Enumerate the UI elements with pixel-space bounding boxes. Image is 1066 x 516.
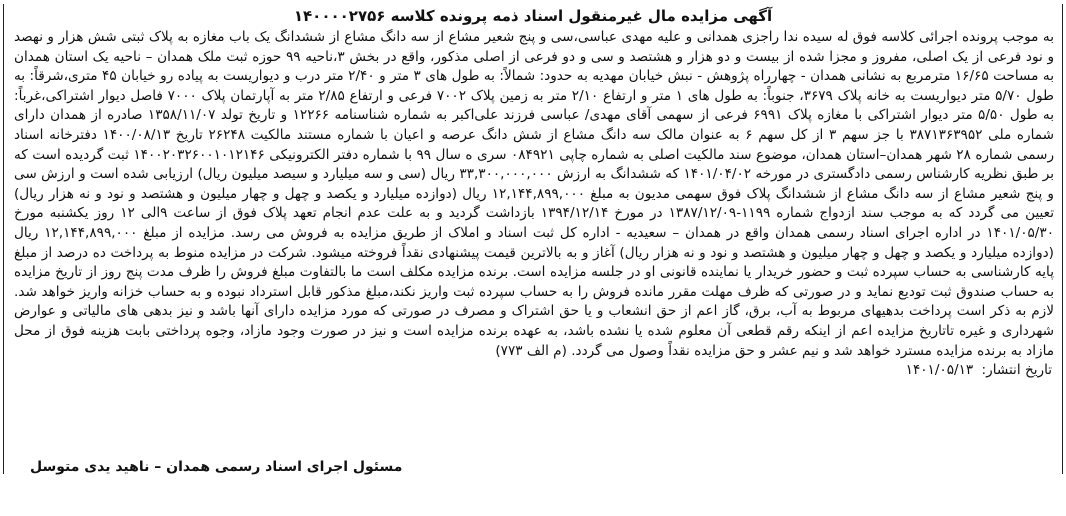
publish-date-label: تاریخ انتشار: bbox=[981, 362, 1052, 379]
auction-notice bbox=[8, 6, 1058, 380]
signature: مسئول اجرای اسناد رسمی همدان – ناهید یدی متوسل bbox=[30, 459, 403, 475]
notice-title: آگهی مزایده مال غیرمنقول اسناد ذمه پرونده کلاسه ۱۴۰۰۰۰۲۷۵۶ bbox=[293, 7, 773, 25]
notice-body: به موجب پرونده اجرائی کلاسه فوق له سیده ندا راجزی همدانی و علیه مهدی عباسی،سی و پنج شعیر مشاع از سه دانگ مشاع از ششدانگ یک باب مغازه به پلاک ثبتی شش هزار و نهصد و نود فرعی از یک اصلی، مفروز و مجزا شده از بیست و دو هزار و هشتصد و سی و دو فرعی از اصلی مذکور، واقع در بخش ۳،ناحیه ۹۹ حوزه ثبت ملک همدان – ناحیه یک استان همدان به مساحت ۱۶/۶۵ مترمربع به نشانی همدان - چهارراه پژوهش - نبش خیابان مهدیه به حدود: شمالاً: به طول های ۳ متر و ۲/۴۰ متر درب و دیواریست به پیاده رو خیابان ۴۵ متری،شرقاً: به طول ۵/۷۰ متر دیواریست به خانه پلاک ۳۶۷۹، جنوباً: به طول های ۱ متر و ارتفاع ۲/۱۰ متر به زمین پلاک ۷۰۰۲ فرعی و ارتفاع ۲/۸۵ متر به آپارتمان پلاک ۷۰۰۰ فاصل دیوار اشتراکی،غرباً: به طول ۵/۵۰ متر دیوار اشتراکی با مغازه پلاک ۶۹۹۱ فرعی از سهمی آقای مهدی/ عباسی فرزند علی‌اکبر به شماره شناسنامه ۱۲۲۶۶ و تاریخ تولد ۱۳۵۸/۱۱/۰۷ صادره از همدان دارای شماره ملی ۳۸۷۱۳۶۳۹۵۲ با جز سهم ۳ از کل سهم ۶ به عنوان مالک سه دانگ مشاع از شش دانگ عرصه و اعیان با شماره مستند مالکیت ۲۶۲۴۸ تاریخ ۱۴۰۰/۰۸/۱۳ دفترخانه اسناد رسمی شماره ۲۸ شهر همدان–استان همدان، موضوع سند مالکیت اصلی به شماره چاپی ۰۸۴۹۲۱ سری ه سال ۹۹ با شماره دفتر الکترونیکی ۱۴۰۰۲۰۳۲۶۰۰۱۰۱۲۱۴۶ ثبت گردیده است که بر طبق نظریه کارشناس رسمی دادگستری در مورخه ۱۴۰۱/۰۴/۰۲ که ششدانگ به ارزش ۳۳,۳۰۰,۰۰۰,۰۰۰ ریال (سی و سه میلیارد و سیصد میلیون ریال) ارزیابی شده است و ارزش سی و پنج شعیر مشاع از سه دانگ مشاع از ششدانگ پلاک فوق سهمی مدیون به مبلغ ۱۲,۱۴۴,۸۹۹,۰۰۰ ریال (دوازده میلیارد و یکصد و چهل و چهار میلیون و هشتصد و نود و نه هزار ریال) تعیین می گردد که به موجب سند ازدواج شماره ۱۱۹۹-۱۳۸۷/۱۲/۰۹ در مورخ ۱۳۹۴/۱۲/۱۴ بازداشت گردید و به علت عدم انجام تعهد پلاک فوق از ساعت ۹الی ۱۲ روز یکشنبه مورخ ۱۴۰۱/۰۵/۳۰ در اداره اجرای اسناد رسمی همدان واقع در همدان – سعیدیه - اداره کل ثبت اسناد و املاک از طریق مزایده به فروش می رسد. مزایده از مبلغ ۱۲,۱۴۴,۸۹۹,۰۰۰ ریال (دوازده میلیارد و یکصد و چهل و چهار میلیون و هشتصد و نود و نه هزار ریال) آغاز و به بالاترین قیمت پیشنهادی نقداً فروخته میشود. شرکت در مزایده منوط به پرداخت ده درصد از مبلغ پایه کارشناسی به حساب سپرده ثبت و حضور خریدار یا نماینده قانونی او در جلسه مزایده است. برنده مزایده مکلف است ما بالتفاوت مبلغ فروش را ظرف مدت پنج روز از تاریخ مزایده به حساب صندوق ثبت تودیع نماید و در صورتی که ظرف مهلت مقرر مانده فروش را به حساب سپرده ثبت واریز نکند،مبلغ مذکور قابل استرداد نبوده و به حساب خزانه واریز خواهد شد. لازم به ذکر است پرداخت بدهیهای مربوط به آب، برق، گاز اعم از حق انشعاب و یا حق اشتراک و مصرف در صورتی که مورد مزایده دارای آنها باشد و نیز بدهی های مالیاتی و عوارض شهرداری و غیره تاتاریخ مزایده اعم از اینکه رقم قطعی آن معلوم شده یا نشده باشد، به عهده برنده مزایده است و نیز در صورت وجود مازاد، وجوه پرداختی بابت هزینه فوق از محل مازاد به برنده مزایده مسترد خواهد شد و نیم عشر و حق مزایده نقداً وصول می گردد. (م الف ۷۷۳) bbox=[14, 29, 1055, 359]
publish-date-line bbox=[8, 361, 1058, 380]
publish-date-value: ۱۴۰۱/۰۵/۱۳ bbox=[905, 362, 974, 379]
